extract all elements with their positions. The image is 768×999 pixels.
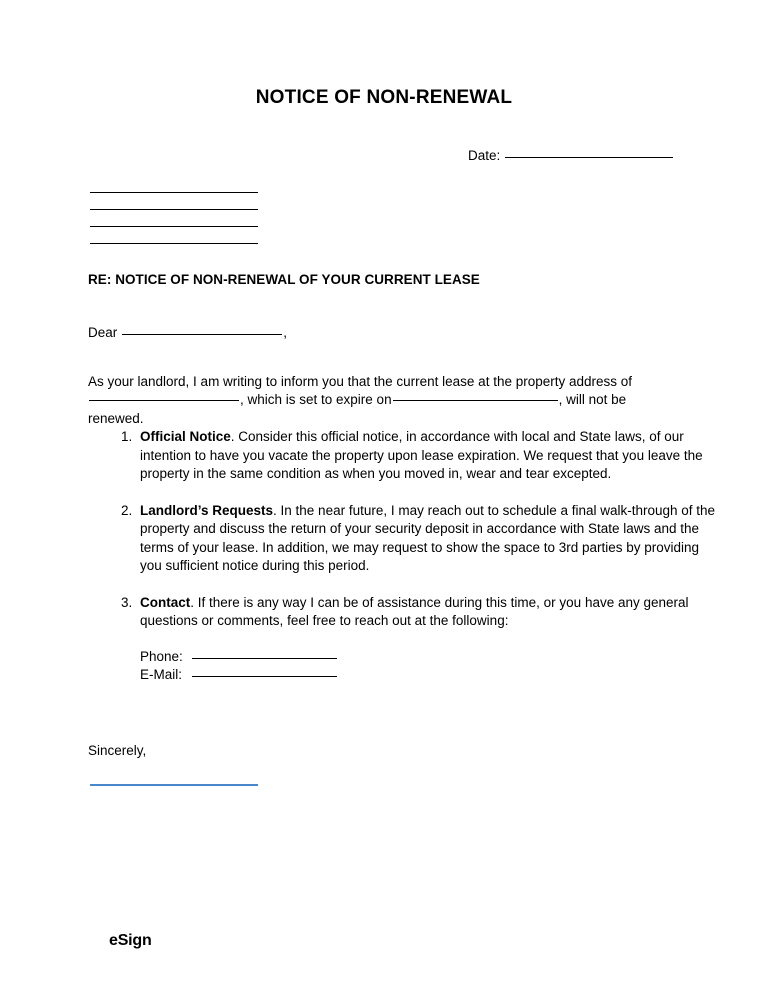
address-blank-line-3[interactable] xyxy=(90,210,258,227)
address-blank-line-4[interactable] xyxy=(90,227,258,244)
signature-line[interactable] xyxy=(90,784,258,786)
phone-label: Phone: xyxy=(140,648,183,664)
address-block xyxy=(90,176,258,244)
clause-item-landlord-requests xyxy=(136,502,724,576)
contact-fields xyxy=(140,648,724,684)
phone-blank-input[interactable] xyxy=(192,658,337,659)
opening-paragraph xyxy=(88,373,680,429)
email-blank-input[interactable] xyxy=(192,676,337,677)
date-field xyxy=(468,147,673,165)
closing-text: Sincerely, xyxy=(88,743,147,758)
opening-text-part-3: , will not be renewed. xyxy=(88,392,627,426)
date-label: Date: xyxy=(468,148,501,163)
salutation-greeting: Dear xyxy=(88,325,118,340)
page-title: NOTICE OF NON-RENEWAL xyxy=(255,87,513,108)
date-blank-input[interactable] xyxy=(505,157,673,158)
clause-body-text: . Consider this official notice, in accordance with local and State laws, of our intention to have you vacate the property upon lease expiration. We request that you leave the property in the same condition as when you moved in, wear and tear excepted. xyxy=(140,429,703,481)
opening-text-part-2: , which is set to expire on xyxy=(240,392,392,407)
subject-heading: RE: NOTICE OF NON-RENEWAL OF YOUR CURRENT LEASE xyxy=(88,272,480,287)
clause-body-text: . In the near future, I may reach out to schedule a final walk-through of the property and discuss the return of your security deposit in accordance with State laws and the terms of your lease. In addition, we may request to show the space to 3rd parties by providing you sufficient notice during this period. xyxy=(140,502,716,573)
clause-body-text: . If there is any way I can be of assistance during this time, or you have any general questions or comments, feel free to reach out at the following: xyxy=(140,594,689,628)
clause-list xyxy=(92,428,724,684)
expiration-date-blank-input[interactable] xyxy=(393,400,558,401)
property-address-blank-input[interactable] xyxy=(89,400,239,401)
clause-item-contact xyxy=(136,594,724,684)
salutation-line xyxy=(88,324,287,342)
recipient-name-blank-input[interactable] xyxy=(122,334,282,335)
phone-field-row xyxy=(140,648,724,666)
clause-lead-label: Landlord’s Requests xyxy=(140,502,274,518)
email-label: E-Mail: xyxy=(140,666,183,682)
clause-lead-label: Contact xyxy=(140,594,191,610)
clause-lead-label: Official Notice xyxy=(140,429,231,444)
email-field-row xyxy=(140,666,724,684)
address-blank-line-1[interactable] xyxy=(90,176,258,193)
salutation-comma: , xyxy=(283,325,288,340)
esign-logo: eSign xyxy=(109,932,152,949)
opening-text-part-1: As your landlord, I am writing to inform you that the current lease at the property address of xyxy=(88,373,633,389)
address-blank-line-2[interactable] xyxy=(90,193,258,210)
clause-item-official-notice xyxy=(136,428,724,484)
